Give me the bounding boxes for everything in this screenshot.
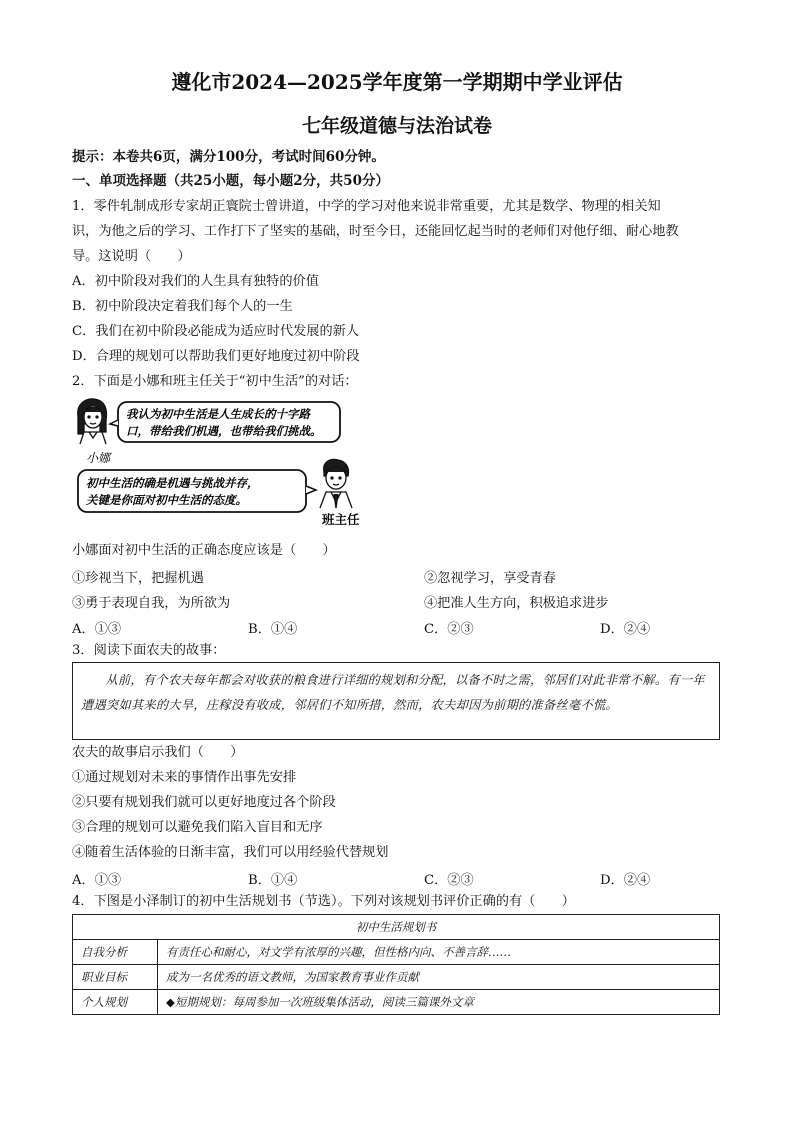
plan-table [72,914,720,1015]
page-title: 遵化市2024—2025学年度第一学期期中学业评估 [171,70,623,94]
teacher-speech-line: 初中生活的确是机遇与挑战并存， [86,476,259,490]
student-name: 小娜 [86,451,111,465]
table-cell-key: 自我分析 [73,940,158,965]
q4-stem: 4．下图是小泽制订的初中生活规划书（节选）。下列对该规划书评价正确的有（ ） [72,894,575,909]
q3-item-1: ①通过规划对未来的事情作出事先安排 [72,770,297,785]
q2-question: 小娜面对初中生活的正确态度应该是（ ） [72,543,336,558]
student-figure [78,399,107,444]
q1-option-b: B．初中阶段决定着我们每个人的一生 [72,299,293,314]
q2-stem: 2．下面是小娜和班主任关于“初中生活”的对话： [72,374,358,389]
table-row [73,990,720,1015]
exam-notice: 提示：本卷共6页，满分100分，考试时间60分钟。 [72,149,385,165]
teacher-figure [320,460,352,509]
table-cell-key: 职业目标 [73,965,158,990]
table-cell-key: 个人规划 [73,990,158,1015]
q3-choice-b: B．①④ [248,873,298,888]
q1-stem-line: 识，为他之后的学习、工作打下了坚实的基础，时至今日，还能回忆起当时的老师们对他仔细、耐心地教 [72,224,679,239]
teacher-name: 班主任 [322,512,360,527]
q3-choice-c: C．②③ [424,873,474,888]
plan-table-title: 初中生活规划书 [73,915,720,940]
q3-choice-a: A．①③ [72,873,122,888]
q2-choice-b: B．①④ [248,622,298,637]
q2-item-1: ①珍视当下，把握机遇 [72,571,204,586]
farmer-story-box: 从前，有个农夫每年都会对收获的粮食进行详细的规划和分配，以备不时之需，邻居们对此非常不解。有一年遭遇突如其来的大旱，庄稼没有收成，邻居们不知所措，然而，农夫却因为前期的准备丝毫不慌。 [72,662,720,740]
table-row [73,915,720,940]
page-subtitle: 七年级道德与法治试卷 [301,115,492,137]
q2-item-3: ③勇于表现自我，为所欲为 [72,596,231,611]
q1-option-c: C．我们在初中阶段必能成为适应时代发展的新人 [72,324,360,339]
q1-option-d: D．合理的规划可以帮助我们更好地度过初中阶段 [72,349,360,364]
q1-stem-line: 导。这说明（ ） [72,249,191,264]
q3-item-2: ②只要有规划我们就可以更好地度过各个阶段 [72,795,336,810]
teacher-speech-line: 关键是你面对初中生活的态度。 [86,493,247,507]
q3-choice-d: D．②④ [600,873,651,888]
q1-option-a: A．初中阶段对我们的人生具有独特的价值 [72,274,319,289]
table-cell-value: 有责任心和耐心，对文学有浓厚的兴趣，但性格内向、不善言辞…… [158,940,720,965]
q2-item-2: ②忽视学习，享受青春 [424,571,556,586]
section-heading: 一、单项选择题（共25小题，每小题2分，共50分） [72,173,389,189]
q2-item-4: ④把准人生方向，积极追求进步 [424,596,609,611]
q2-choice-a: A．①③ [72,622,122,637]
cartoon-illustration [72,398,362,530]
student-speech-line: 口，带给我们机遇，也带给我们挑战。 [126,424,322,438]
q3-question: 农夫的故事启示我们（ ） [72,745,244,760]
q3-item-4: ④随着生活体验的日渐丰富，我们可以用经验代替规划 [72,845,389,860]
q3-stem: 3．阅读下面农夫的故事： [72,643,226,658]
table-row [73,965,720,990]
q3-item-3: ③合理的规划可以避免我们陷入盲目和无序 [72,820,323,835]
table-cell-value: 成为一名优秀的语文教师，为国家教育事业作贡献 [158,965,720,990]
student-speech-line: 我认为初中生活是人生成长的十字路 [126,407,310,421]
table-row [73,940,720,965]
table-cell-value: ◆短期规划：每周参加一次班级集体活动，阅读三篇课外文章 [158,990,720,1015]
dialogue-cartoon [72,398,362,530]
q2-choice-d: D．②④ [600,622,651,637]
q2-choice-c: C．②③ [424,622,474,637]
q1-stem-line: 1．零件轧制成形专家胡正寰院士曾讲道，中学的学习对他来说非常重要，尤其是数学、物理的相关知 [72,199,661,214]
